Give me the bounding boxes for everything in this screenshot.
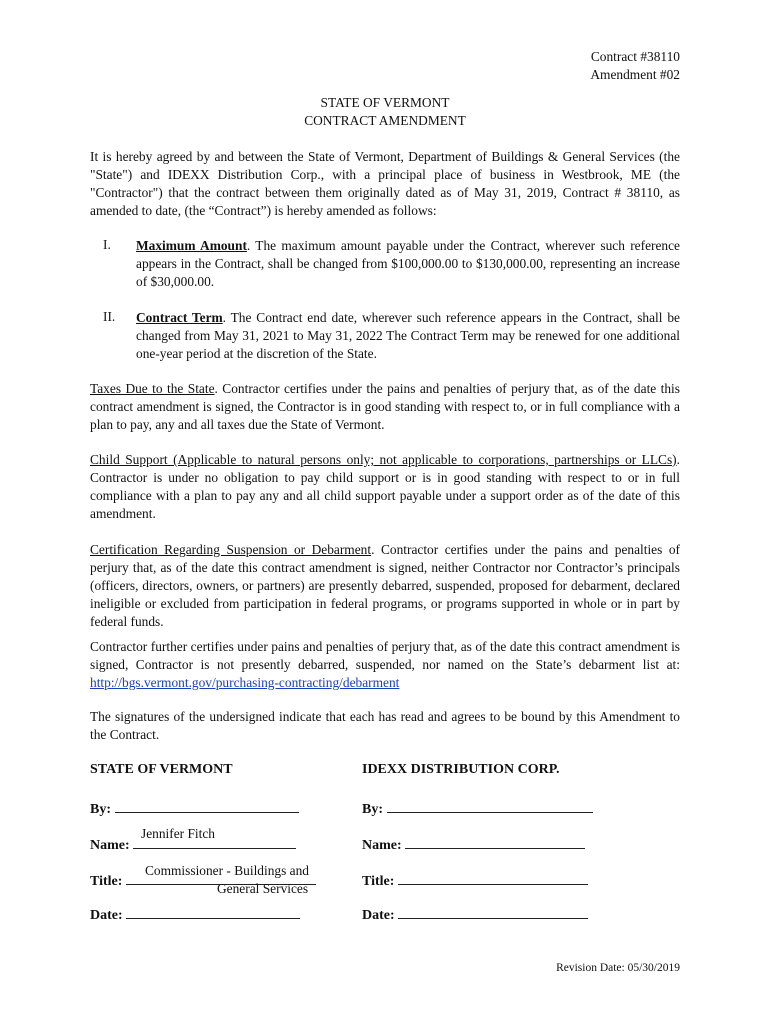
intro-paragraph: It is hereby agreed by and between the State of Vermont, Department of Buildings & General Services (the "State") and IDEXX Distribution Corp., with a principal place of business in Westbrook, ME (the "Contractor") that the contract between them originally dated as of May 31, 2019, Contract # 38110, as amended to date, (the “Contract”) is hereby amended as follows: — [90, 149, 680, 218]
left-name-label: Name: — [90, 838, 130, 853]
left-by-label: By: — [90, 802, 111, 817]
right-party-name: IDEXX DISTRIBUTION CORP. — [362, 762, 560, 777]
item-1-paragraph — [136, 237, 680, 291]
item-1-text: . The maximum amount payable under the Contract, wherever such reference appears in the Contract, shall be changed from $100,000.00 to $130,000.00, representing an increase of $30,000.00. — [136, 238, 680, 289]
left-title-label: Title: — [90, 874, 123, 889]
child-support-paragraph — [90, 451, 680, 523]
left-name-value: Jennifer Fitch — [141, 826, 216, 841]
right-title-row — [362, 870, 588, 890]
child-support-text: . Contractor is under no obligation to pay child support or is in good standing with respect to or in full compliance with a plan to pay any and all child support payable under a support order as of the date of this amendment. — [90, 452, 680, 521]
right-name-label: Name: — [362, 838, 402, 853]
item-2-heading: Contract Term — [136, 310, 223, 325]
document-title — [90, 94, 680, 130]
right-title-label: Title: — [362, 874, 395, 889]
item-2-text: . The Contract end date, wherever such reference appears in the Contract, shall be changed from May 31, 2021 to May 31, 2022 The Contract Term may be renewed for one additional one-year period at the discretion of the State. — [136, 310, 680, 361]
right-by-signature-line[interactable] — [387, 798, 593, 813]
left-title-value-line-1: Commissioner - Buildings and — [144, 863, 310, 878]
child-support-heading: Child Support (Applicable to natural persons only; not applicable to corporations, partnerships or LLCs) — [90, 452, 677, 467]
right-by-row — [362, 798, 593, 818]
right-by-label: By: — [362, 802, 383, 817]
right-name-row — [362, 834, 585, 854]
left-title-value — [131, 862, 323, 898]
amendment-number: Amendment #02 — [590, 67, 680, 82]
further-certification-paragraph — [90, 638, 680, 692]
item-2-number: II. — [103, 309, 116, 324]
debarment-list-link[interactable]: http://bgs.vermont.gov/purchasing-contracting/debarment — [90, 675, 400, 690]
taxes-paragraph — [90, 380, 680, 434]
title-line-1: STATE OF VERMONT — [320, 95, 450, 110]
left-by-signature-line[interactable] — [115, 798, 299, 813]
debarment-text: . Contractor certifies under the pains and penalties of perjury that, as of the date this contract amendment is signed, neither Contractor nor Contractor’s principals (officers, directors, owners, or partners) are presently debarred, suspended, proposed for debarment, declared ineligible or excluded from participation in federal programs, or programs supported in whole or in part by federal funds. — [90, 542, 680, 629]
left-date-label: Date: — [90, 908, 123, 923]
taxes-heading: Taxes Due to the State — [90, 381, 215, 396]
revision-date: Revision Date: 05/30/2019 — [556, 962, 680, 974]
item-1-number: I. — [103, 237, 111, 252]
contract-number: Contract #38110 — [590, 49, 680, 64]
right-name-line[interactable] — [405, 834, 585, 849]
item-2-paragraph — [136, 309, 680, 363]
closing-paragraph: The signatures of the undersigned indicate that each has read and agrees to be bound by this Amendment to the Contract. — [90, 709, 680, 742]
title-line-2: CONTRACT AMENDMENT — [304, 113, 466, 128]
debarment-heading: Certification Regarding Suspension or Debarment — [90, 542, 372, 557]
left-date-line[interactable] — [126, 904, 300, 919]
further-text: Contractor further certifies under pains and penalties of perjury that, as of the date this contract amendment is signed, Contractor is not presently debarred, suspended, nor named on the State’s debarment list at: — [90, 639, 680, 672]
right-date-label: Date: — [362, 908, 395, 923]
right-title-line[interactable] — [398, 870, 588, 885]
debarment-paragraph — [90, 541, 680, 631]
right-date-line[interactable] — [398, 904, 588, 919]
left-title-value-line-2: General Services — [217, 881, 309, 896]
right-date-row — [362, 904, 588, 924]
left-party-name: STATE OF VERMONT — [90, 762, 233, 777]
left-date-row — [90, 904, 300, 924]
item-1-heading: Maximum Amount — [136, 238, 247, 253]
contract-header — [480, 48, 680, 84]
taxes-text: . Contractor certifies under the pains and penalties of perjury that, as of the date this contract amendment is signed, the Contractor is in good standing with respect to, or in full compliance with a plan to pay, any and all taxes due the State of Vermont. — [90, 381, 680, 432]
left-by-row — [90, 798, 299, 818]
